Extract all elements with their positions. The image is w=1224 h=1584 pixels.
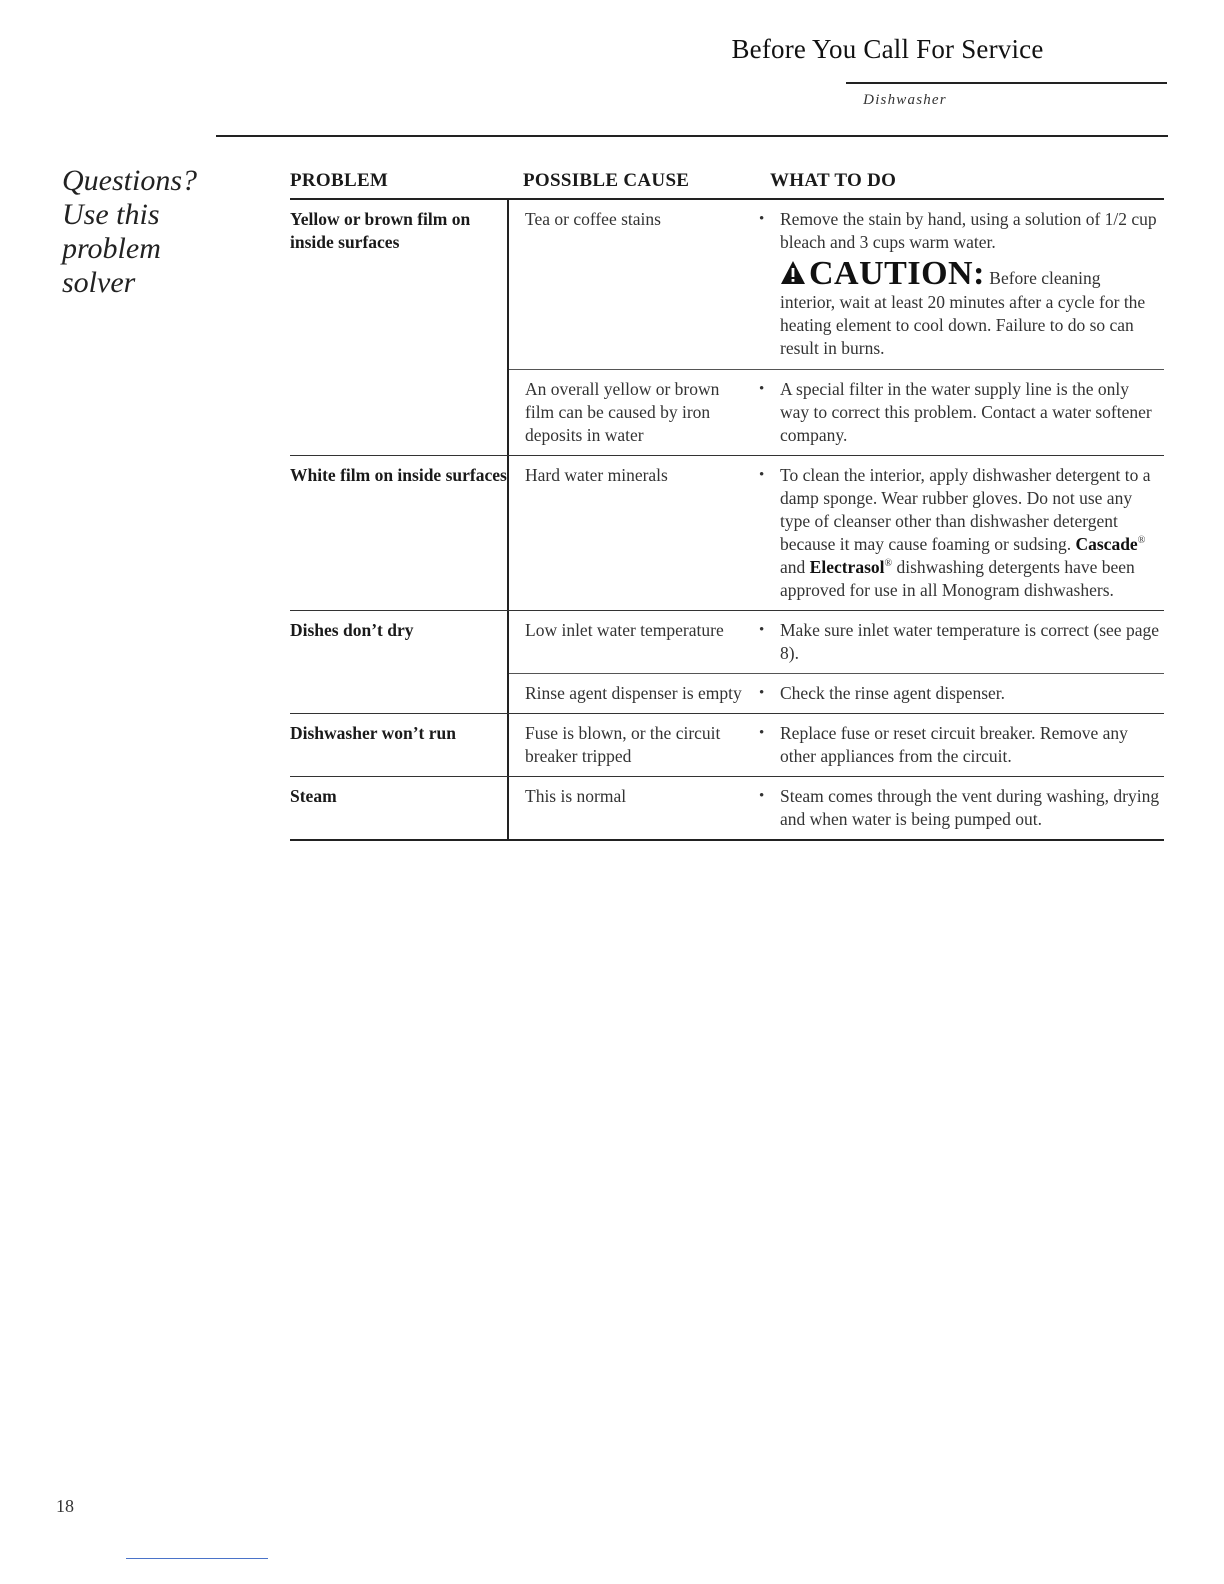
problem-cell: White film on inside surfaces: [290, 465, 507, 485]
bullet-icon: •: [759, 381, 765, 397]
bullet-icon: •: [759, 211, 765, 227]
page-header-subtitle: Dishwasher: [863, 92, 947, 108]
problem-cell: Yellow or brown film on inside surfaces: [290, 209, 471, 252]
header-what-to-do: WHAT TO DO: [770, 170, 897, 191]
brand-electrasol: Electrasol: [809, 557, 885, 577]
table-row: [290, 456, 1164, 611]
side-note-line: Questions?: [62, 164, 197, 197]
cause-row: [509, 200, 1164, 369]
header-problem: PROBLEM: [290, 170, 389, 191]
cause-cell: Fuse is blown, or the circuit breaker tripped: [525, 723, 721, 766]
bullet-icon: •: [759, 788, 765, 804]
page-number: 18: [56, 1496, 74, 1516]
table-row: [290, 611, 1164, 714]
caution-text: Before cleaning interior, wait at least 20 minutes after a cycle for the heating element to cool down. Failure to do so can result in burns.: [780, 268, 1146, 358]
todo-cell: [755, 674, 1164, 713]
side-note: [62, 164, 222, 300]
header-long-rule: [216, 135, 1168, 137]
cause-row: [509, 714, 1164, 776]
cause-group: [507, 777, 1164, 839]
cause-group: [507, 456, 1164, 610]
registered-mark: ®: [884, 558, 893, 570]
header-possible-cause: POSSIBLE CAUSE: [523, 170, 690, 191]
caution-label: CAUTION:: [809, 255, 985, 292]
bullet-icon: •: [759, 685, 765, 701]
todo-text: Make sure inlet water temperature is correct (see page 8).: [780, 620, 1159, 663]
cause-cell: An overall yellow or brown film can be caused by iron deposits in water: [525, 379, 720, 445]
cause-cell: Tea or coffee stains: [525, 209, 661, 229]
cause-group: [507, 200, 1164, 455]
todo-item: [755, 464, 1160, 602]
todo-cell: [755, 777, 1164, 839]
registered-mark: ®: [1137, 535, 1146, 547]
warning-triangle-icon: [780, 260, 806, 286]
todo-text: Replace fuse or reset circuit breaker. Remove any other appliances from the circuit.: [780, 723, 1128, 766]
brand-cascade: Cascade: [1075, 534, 1138, 554]
todo-item: [755, 682, 1160, 705]
todo-text: dishwashing detergents have been approved for use in all Monogram dishwashers.: [780, 557, 1135, 600]
cause-cell: This is normal: [525, 786, 627, 806]
cause-row: [509, 369, 1164, 455]
problem-cell: Dishes don’t dry: [290, 620, 414, 640]
caution-notice: [780, 257, 1160, 360]
bullet-icon: •: [759, 725, 765, 741]
todo-item: [755, 722, 1160, 768]
todo-item: [755, 785, 1160, 831]
table-header-row: [290, 168, 1164, 200]
todo-text: Check the rinse agent dispenser.: [780, 683, 1006, 703]
table-row: [290, 714, 1164, 777]
cause-row: [509, 456, 1164, 610]
todo-text-connector: and: [780, 557, 806, 577]
todo-cell: [755, 456, 1164, 610]
cause-row: [509, 673, 1164, 713]
cause-cell: Hard water minerals: [525, 465, 668, 485]
todo-text: To clean the interior, apply dishwasher detergent to a damp sponge. Wear rubber gloves. Do not use any type of cleanser other than dishwasher detergent because it may cause foaming or sudsing.: [780, 465, 1151, 554]
cause-row: [509, 611, 1164, 673]
side-note-line: problem: [62, 232, 161, 265]
todo-item: [755, 208, 1160, 360]
header-short-rule: [846, 82, 1167, 84]
cause-row: [509, 777, 1164, 839]
todo-text: Remove the stain by hand, using a solution of 1/2 cup bleach and 3 cups warm water.: [780, 209, 1157, 252]
bullet-icon: •: [759, 467, 765, 483]
todo-cell: [755, 370, 1164, 455]
cause-group: [507, 611, 1164, 713]
todo-cell: [755, 714, 1164, 776]
footer-link-underline: [126, 1558, 268, 1559]
side-note-line: Use this: [62, 198, 160, 231]
todo-cell: [755, 200, 1164, 369]
cause-group: [507, 714, 1164, 776]
problem-cell: Steam: [290, 786, 337, 806]
table-row: [290, 200, 1164, 456]
cause-cell: Low inlet water temperature: [525, 620, 724, 640]
todo-text: Steam comes through the vent during washing, drying and when water is being pumped out.: [780, 786, 1160, 829]
todo-item: [755, 619, 1160, 665]
todo-cell: [755, 611, 1164, 673]
todo-item: [755, 378, 1160, 447]
cause-cell: Rinse agent dispenser is empty: [525, 683, 742, 703]
todo-text: A special filter in the water supply line is the only way to correct this problem. Contact a water softener company.: [780, 379, 1152, 445]
bullet-icon: •: [759, 622, 765, 638]
page-header-title: Before You Call For Service: [731, 34, 1044, 64]
problem-solver-table: [290, 168, 1164, 841]
table-row: [290, 777, 1164, 841]
problem-cell: Dishwasher won’t run: [290, 723, 456, 743]
side-note-line: solver: [62, 266, 136, 299]
